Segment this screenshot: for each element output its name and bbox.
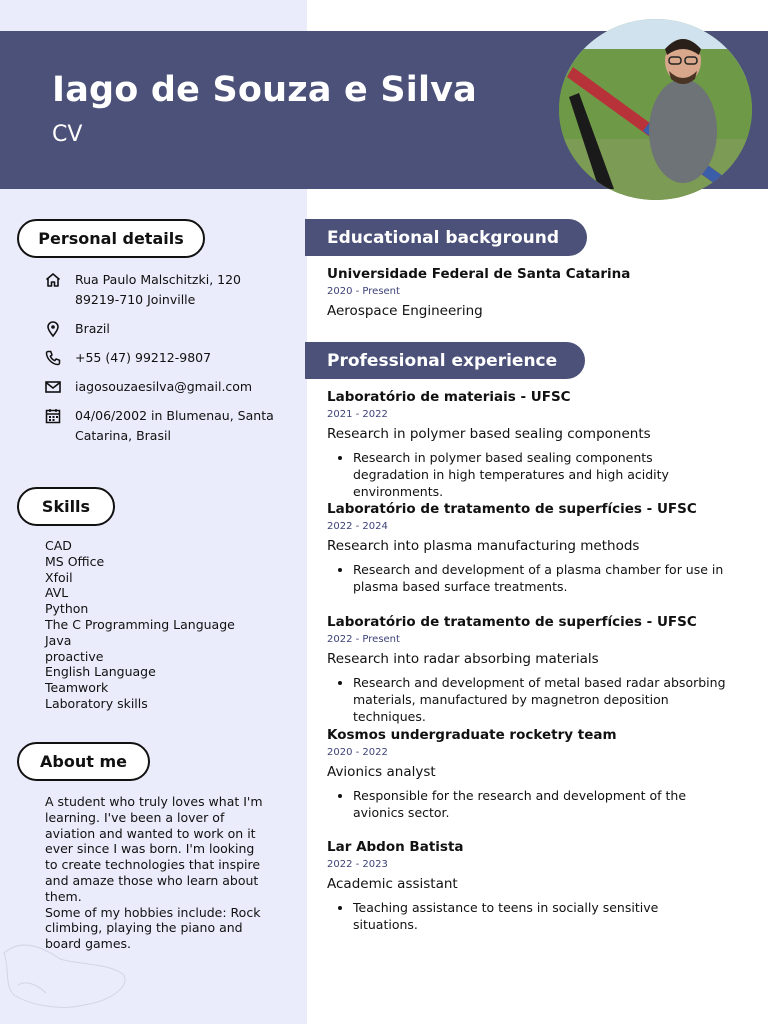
skill-item: CAD — [45, 538, 72, 553]
experience-entry — [327, 500, 727, 595]
person-name: Iago de Souza e Silva — [52, 70, 478, 110]
entry-date: 2020 - 2022 — [327, 747, 388, 758]
birth-text: 04/06/2002 in Blumenau, Santa Catarina, Brasil — [75, 408, 274, 443]
employer-name: Laboratório de tratamento de superfícies - UFSC — [327, 614, 697, 630]
skill-item: proactive — [45, 648, 104, 664]
institution-name: Universidade Federal de Santa Catarina — [327, 266, 631, 282]
about-paragraph: A student who truly loves what I'm learning. I've been a lover of aviation and wanted to work on it ever since I was born. I'm looking to create technologies that inspire and amaze those who learn about them. — [45, 794, 263, 904]
experience-entry — [327, 838, 727, 933]
skills-heading: Skills — [17, 487, 115, 526]
education-section-header: Educational background — [305, 219, 587, 256]
entry-date: 2020 - Present — [327, 286, 400, 297]
skills-list — [45, 538, 235, 712]
hobbies-paragraph: Some of my hobbies include: Rock climbing, playing the piano and board games. — [45, 904, 261, 952]
entry-date: 2022 - Present — [327, 634, 400, 645]
skill-item: Xfoil — [45, 569, 73, 585]
experience-section-header: Professional experience — [305, 342, 585, 379]
birth-detail — [44, 406, 275, 445]
employer-name: Lar Abdon Batista — [327, 839, 464, 855]
entry-date: 2022 - 2023 — [327, 859, 388, 870]
decorative-doodle — [0, 935, 130, 1015]
email-text: iagosouzaesilva@gmail.com — [75, 379, 253, 394]
skill-item: The C Programming Language — [45, 616, 235, 632]
about-me-text — [45, 794, 267, 952]
experience-entry — [327, 613, 727, 725]
job-description: • Research in polymer based sealing components degradation in high temperatures and high acidity environments. — [353, 449, 727, 500]
profile-photo — [559, 19, 752, 200]
skill-item: Java — [45, 632, 72, 648]
mail-icon — [44, 378, 62, 396]
job-title: Avionics analyst — [327, 764, 436, 780]
job-title: Research into plasma manufacturing methods — [327, 538, 640, 554]
job-description: • Research and development of metal based radar absorbing materials, manufactured by magnetron deposition techniques. — [353, 674, 727, 725]
document-subtitle: CV — [52, 122, 83, 147]
employer-name: Laboratório de tratamento de superfícies - UFSC — [327, 501, 697, 517]
address-detail — [44, 270, 275, 309]
job-description: • Teaching assistance to teens in socially sensitive situations. — [353, 899, 727, 933]
entry-date: 2021 - 2022 — [327, 409, 388, 420]
about-me-heading: About me — [17, 742, 150, 781]
phone-detail — [44, 348, 275, 368]
address-text: Rua Paulo Malschitzki, 120 89219-710 Joinville — [75, 272, 242, 307]
phone-icon — [44, 349, 62, 367]
entry-date: 2022 - 2024 — [327, 521, 388, 532]
country-text: Brazil — [75, 321, 110, 336]
skill-item: AVL — [45, 585, 69, 601]
home-icon — [44, 271, 62, 289]
phone-text: +55 (47) 99212-9807 — [75, 350, 212, 365]
degree-name: Aerospace Engineering — [327, 303, 483, 319]
job-title: Research into radar absorbing materials — [327, 651, 599, 667]
skill-item: English Language — [45, 664, 156, 680]
skill-item: Python — [45, 601, 89, 617]
job-title: Academic assistant — [327, 876, 458, 892]
employer-name: Kosmos undergraduate rocketry team — [327, 727, 617, 743]
education-entry — [327, 265, 727, 320]
experience-entry — [327, 726, 727, 821]
job-title: Research in polymer based sealing components — [327, 426, 651, 442]
job-description: • Responsible for the research and development of the avionics sector. — [353, 787, 727, 821]
email-detail — [44, 377, 275, 397]
calendar-icon — [44, 407, 62, 425]
country-detail — [44, 319, 275, 339]
employer-name: Laboratório de materiais - UFSC — [327, 389, 571, 405]
skill-item: MS Office — [45, 553, 105, 569]
skill-item: Teamwork — [45, 680, 109, 696]
skill-item: Laboratory skills — [45, 695, 148, 711]
experience-entry — [327, 388, 727, 500]
location-pin-icon — [44, 320, 62, 338]
personal-details-heading: Personal details — [17, 219, 205, 258]
job-description: • Research and development of a plasma chamber for use in plasma based surface treatments. — [353, 561, 727, 595]
